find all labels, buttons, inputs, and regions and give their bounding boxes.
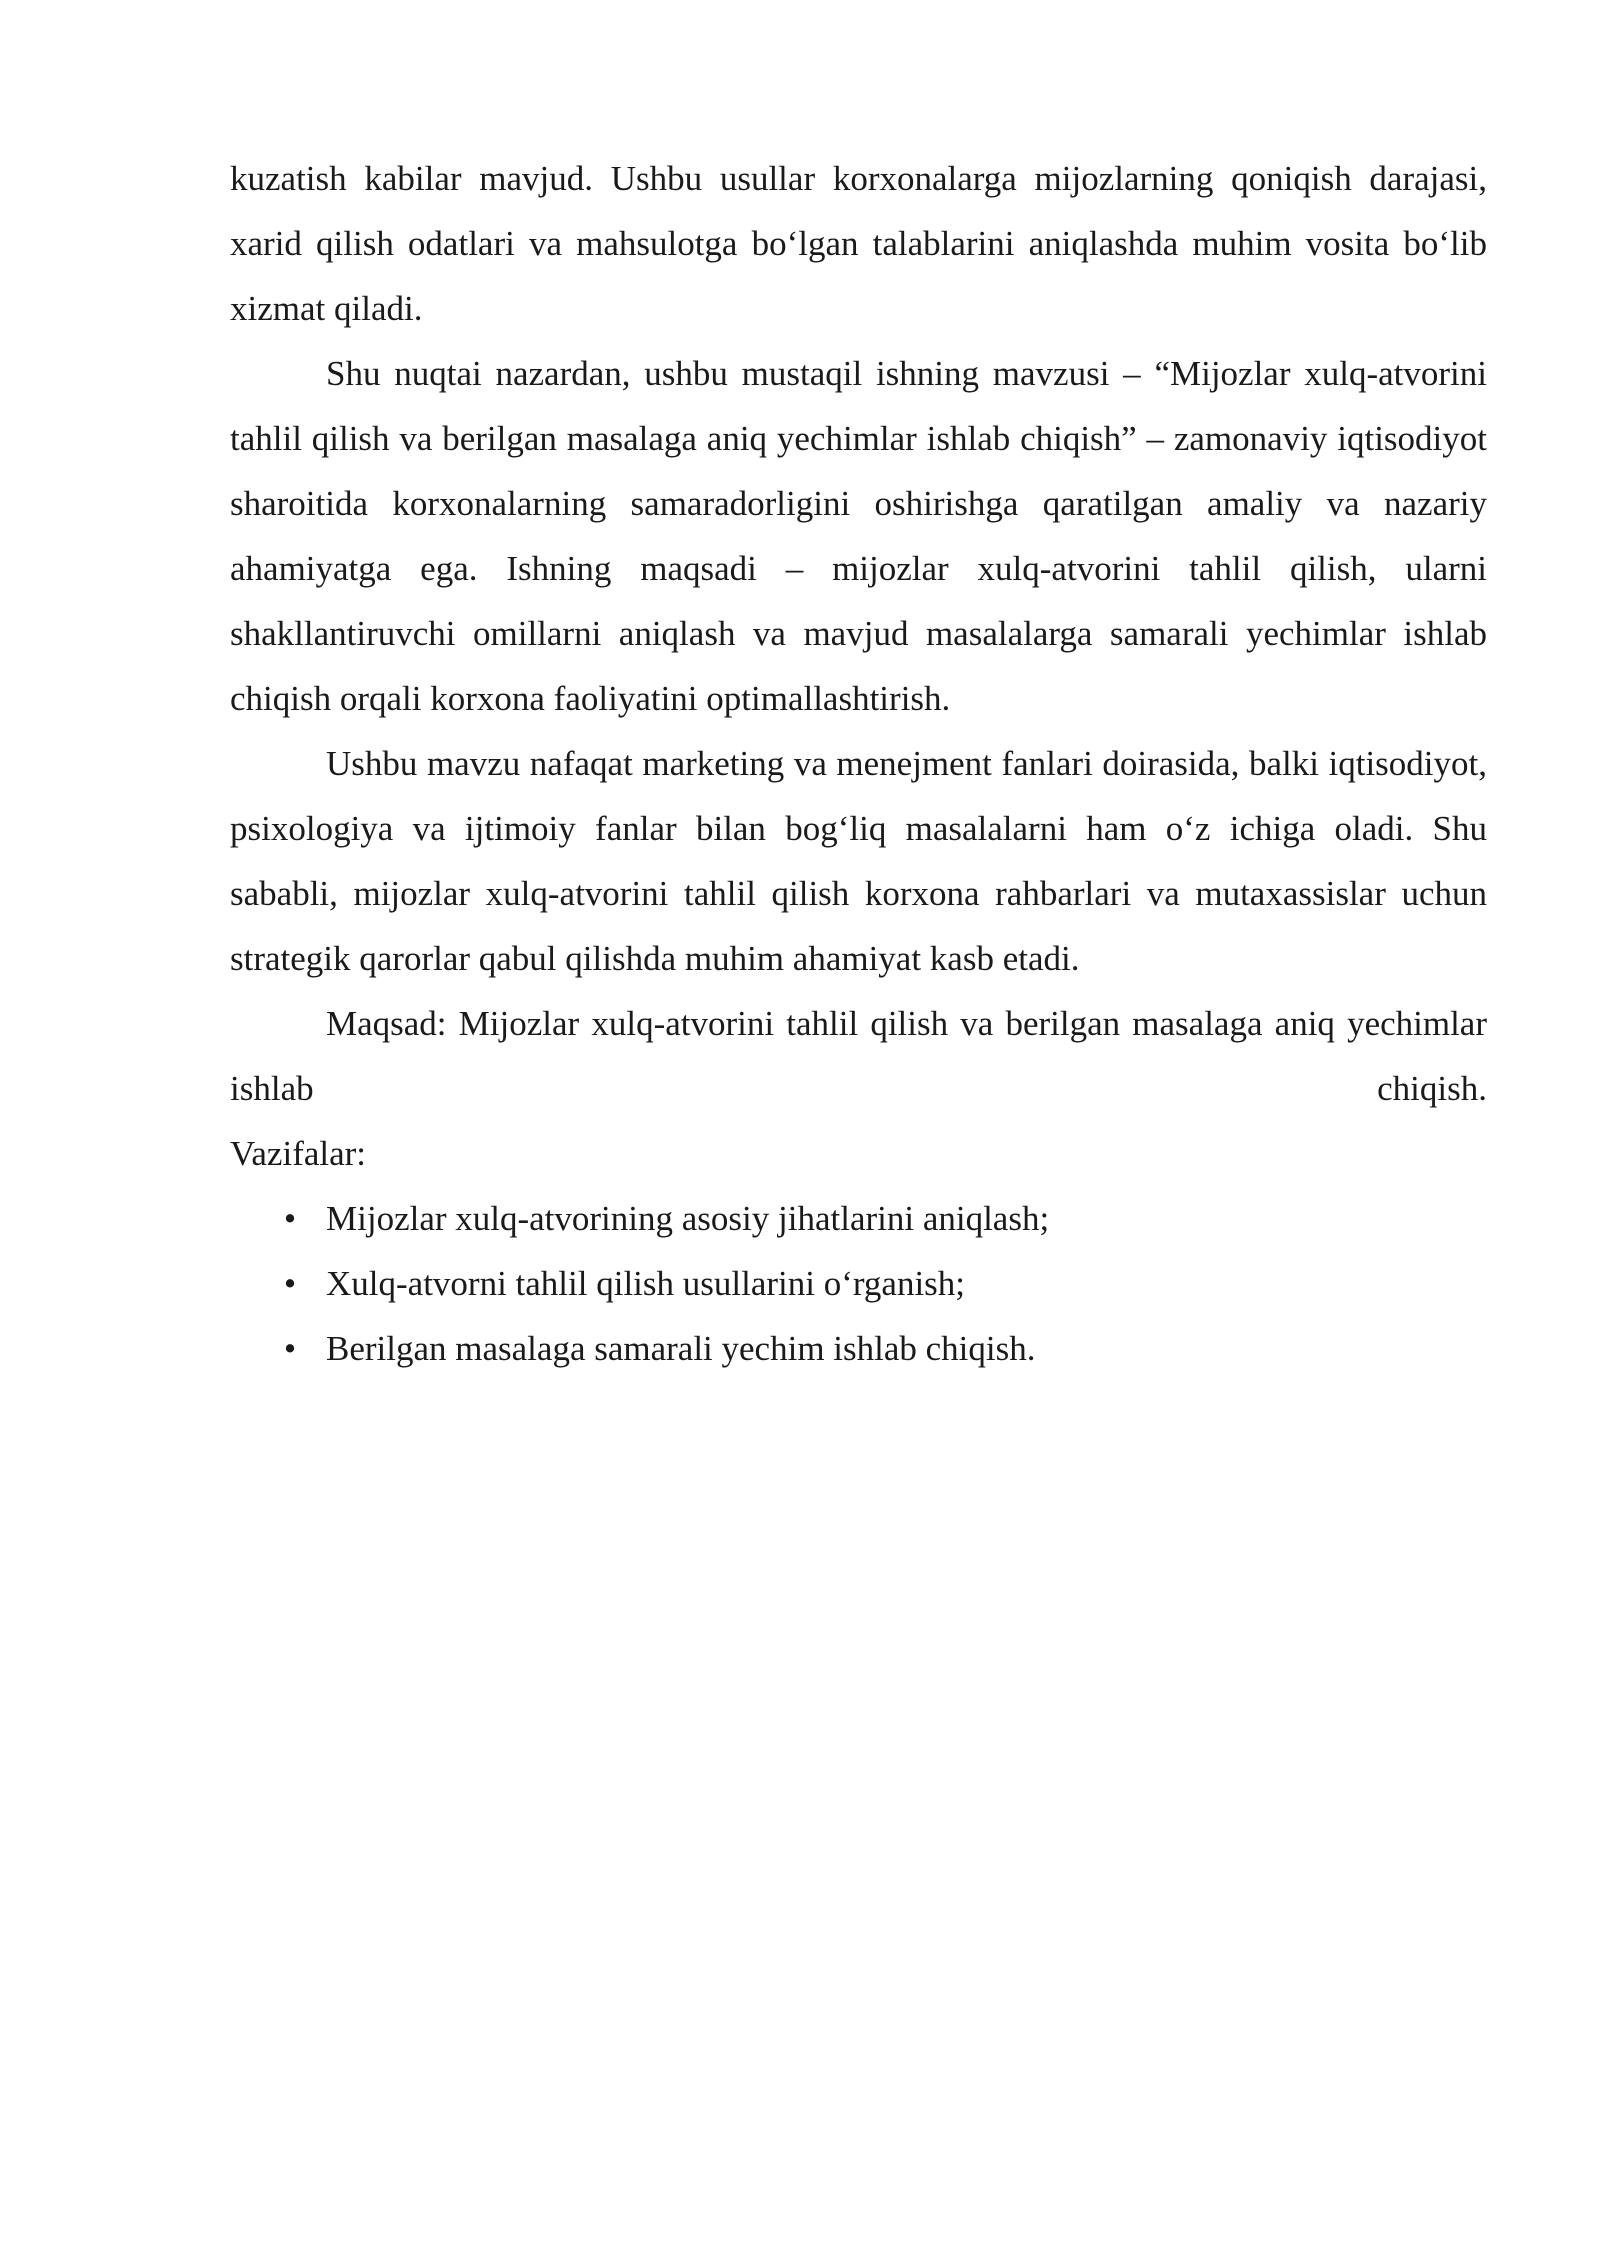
bullet-icon: • xyxy=(283,1329,297,1368)
paragraph-topic: Shu nuqtai nazardan, ushbu mustaqil ishning mavzusi – “Mijozlar xulq-atvorini tahlil qilish va berilgan masalaga aniq yechimlar ishlab chiqish” – zamonaviy iqtisodiyot sharoitida korxonalarning samaradorligini oshirishga qaratilgan amaliy va nazariy ahamiyatga ega. Ishning maqsadi – mijozlar xulq-atvorini tahlil qilish, ularni shakllantiruvchi omillarni aniqlash va mavjud masalalarga samarali yechimlar ishlab chiqish orqali korxona faoliyatini optimallashtirish. xyxy=(230,354,1487,718)
document-body xyxy=(230,146,1487,1381)
bullet-icon: • xyxy=(283,1264,297,1303)
tasks-heading: Vazifalar: xyxy=(230,1134,367,1173)
task-text: Berilgan masalaga samarali yechim ishlab chiqish. xyxy=(326,1329,1036,1368)
bullet-icon: • xyxy=(283,1199,297,1238)
task-text: Xulq-atvorni tahlil qilish usullarini o‘rganish; xyxy=(326,1264,966,1303)
goal-statement: Maqsad: Mijozlar xulq-atvorini tahlil qilish va berilgan masalaga aniq yechimlar ishlab chiqish. xyxy=(230,1004,1487,1108)
list-item xyxy=(230,1316,1487,1381)
paragraph-scope: Ushbu mavzu nafaqat marketing va menejment fanlari doirasida, balki iqtisodiyot, psixologiya va ijtimoiy fanlar bilan bog‘liq masalalarni ham o‘z ichiga oladi. Shu sababli, mijozlar xulq-atvorini tahlil qilish korxona rahbarlari va mutaxassislar uchun strategik qarorlar qabul qilishda muhim ahamiyat kasb etadi. xyxy=(230,744,1487,978)
paragraph-continuation: kuzatish kabilar mavjud. Ushbu usullar korxonalarga mijozlarning qoniqish darajasi, xarid qilish odatlari va mahsulotga bo‘lgan talablarini aniqlashda muhim vosita bo‘lib xizmat qiladi. xyxy=(230,159,1487,328)
list-item xyxy=(230,1186,1487,1251)
task-text: Mijozlar xulq-atvorining asosiy jihatlarini aniqlash; xyxy=(326,1199,1050,1238)
list-item xyxy=(230,1251,1487,1316)
task-list xyxy=(230,1186,1487,1381)
